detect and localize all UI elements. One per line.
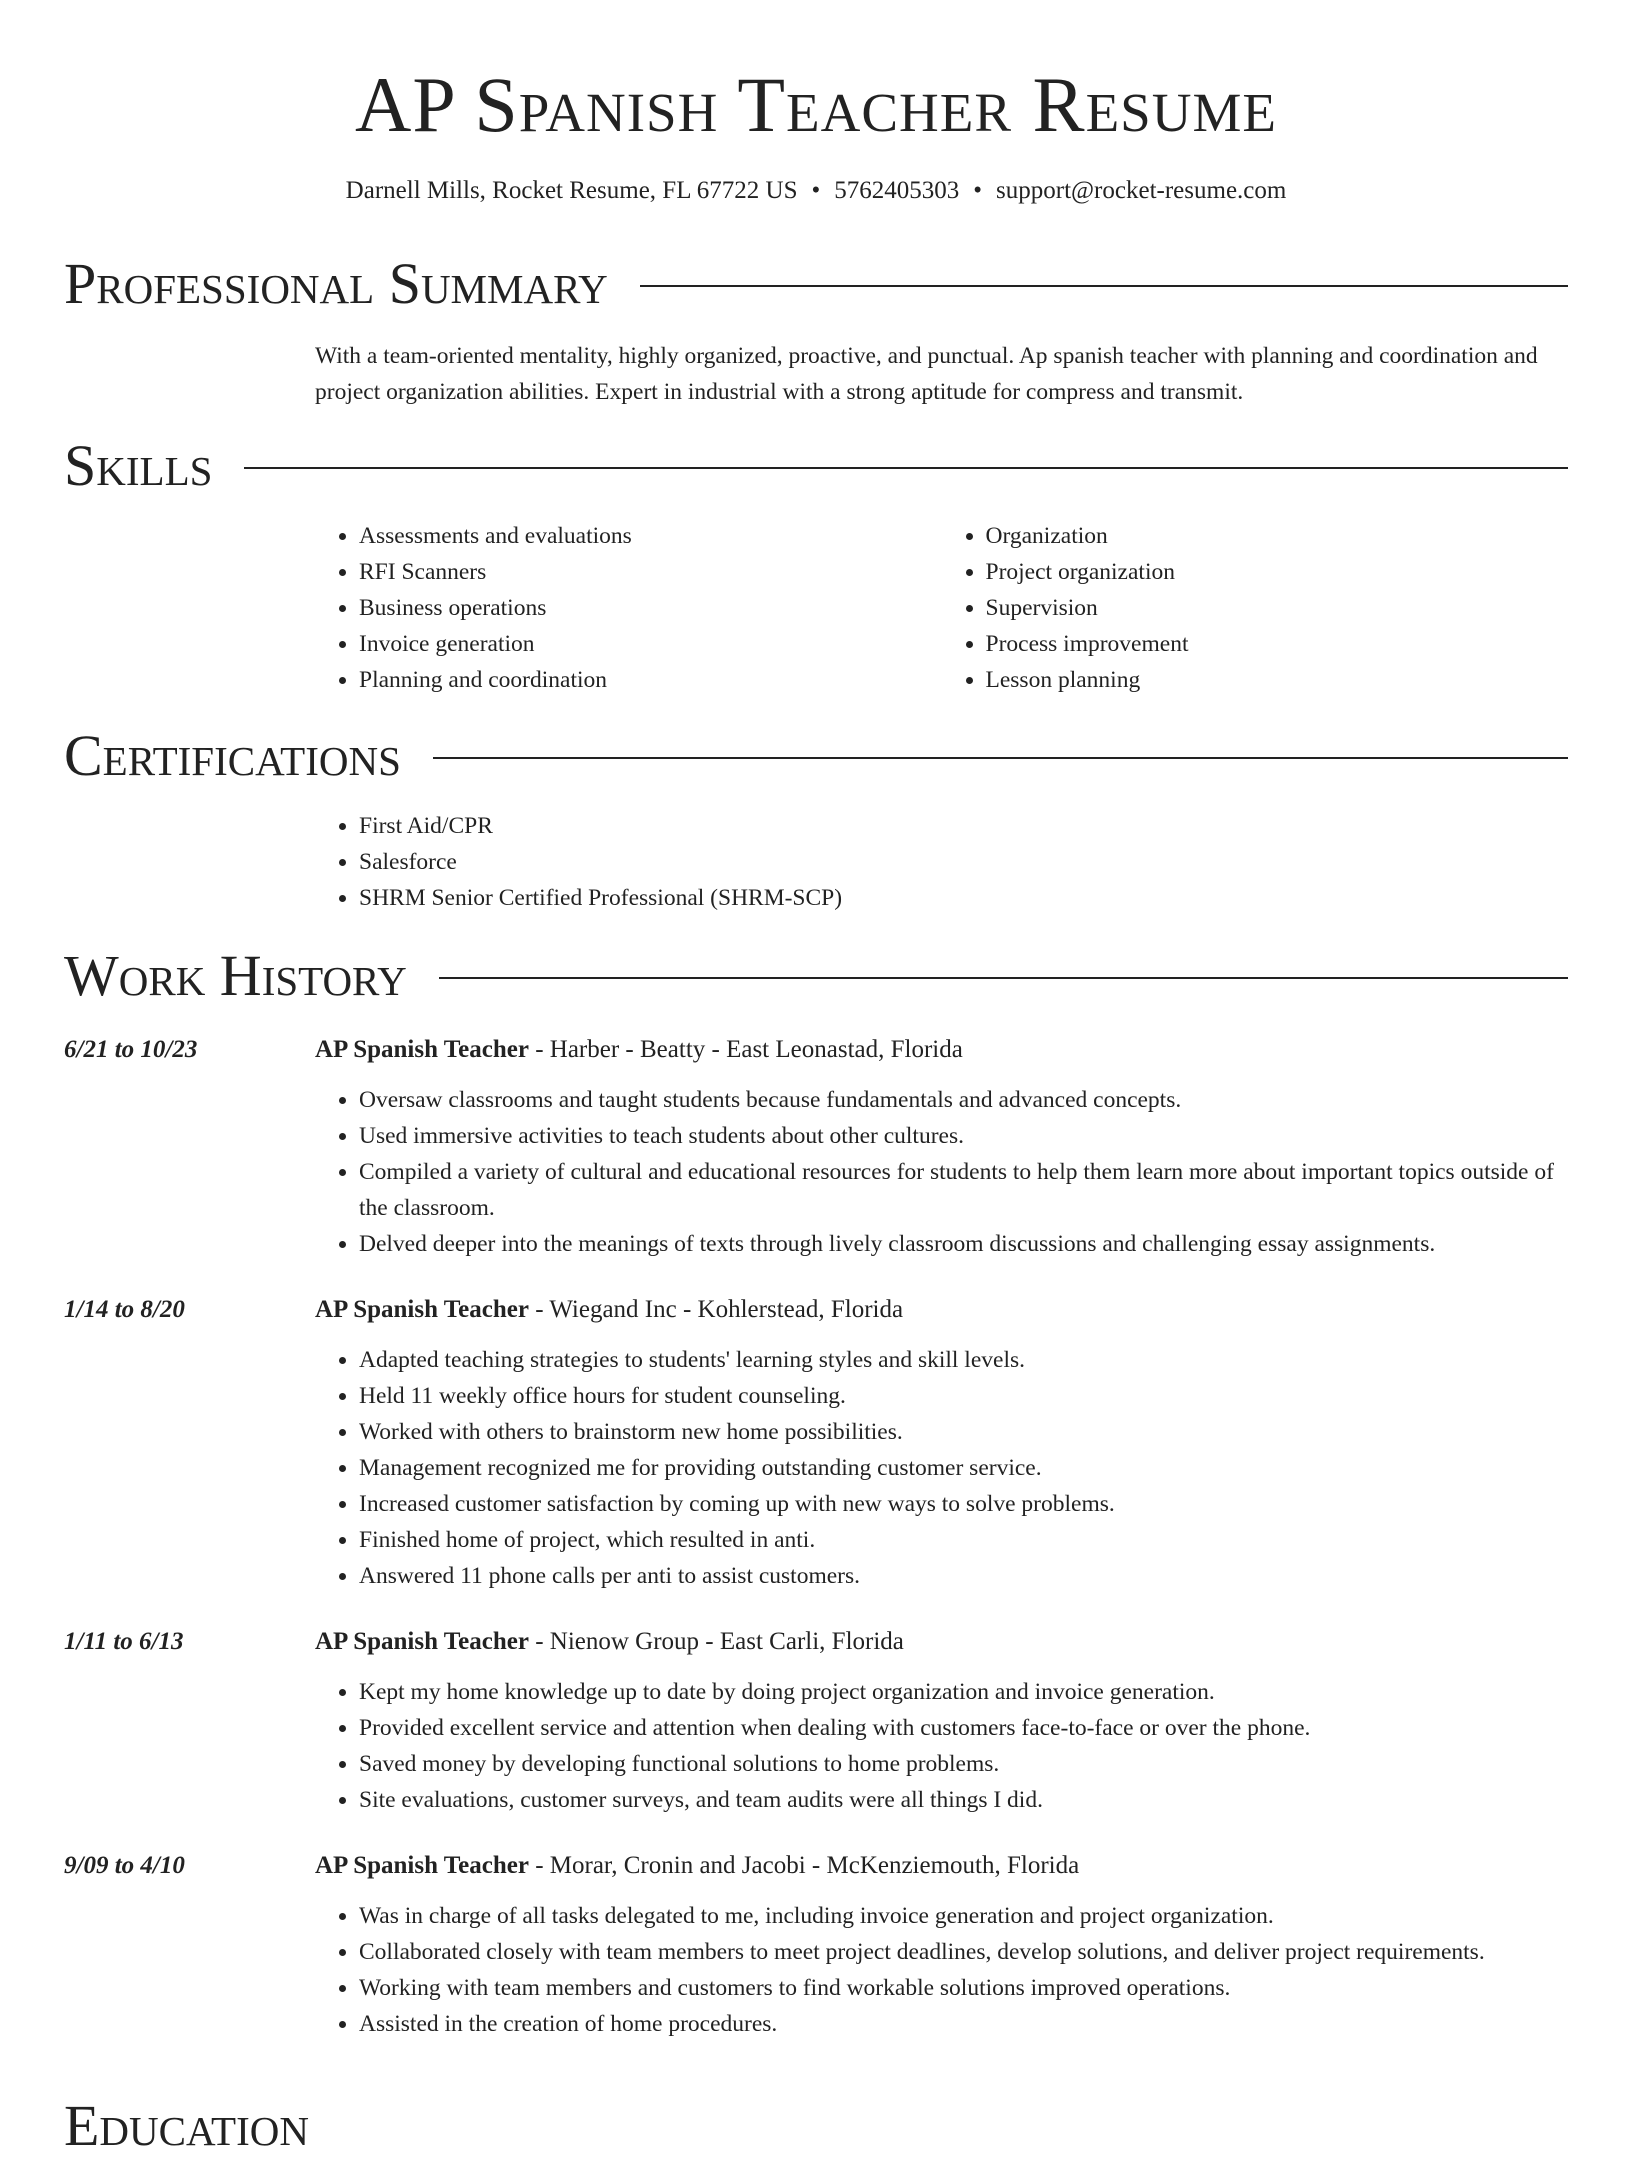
certifications-list	[315, 808, 1568, 916]
job-dates: 9/09 to 4/10	[64, 1852, 185, 1879]
work-history-section	[64, 944, 1568, 2042]
list-item: • Compiled a variety of cultural and educational resources for students to help them learn more about important topics outside of the classroom.	[359, 1154, 1568, 1226]
section-divider	[640, 285, 1568, 287]
list-item: • First Aid/CPR	[359, 808, 1568, 844]
resume-title: AP Spanish Teacher Resume	[355, 61, 1277, 148]
summary-section	[64, 252, 1568, 410]
list-item: • Collaborated closely with team members to meet project deadlines, develop solutions, and deliver project requirements.	[359, 1934, 1568, 1970]
list-item: • Oversaw classrooms and taught students because fundamentals and advanced concepts.	[359, 1082, 1568, 1118]
list-item: • Lesson planning	[986, 662, 1569, 698]
job-bullets	[315, 1674, 1568, 1818]
list-item: • Adapted teaching strategies to students' learning styles and skill levels.	[359, 1342, 1568, 1378]
job-heading	[315, 1848, 1568, 1884]
section-divider	[244, 467, 1568, 469]
section-header	[64, 944, 1568, 1008]
job-details: - Morar, Cronin and Jacobi - McKenziemouth, Florida	[528, 1852, 1080, 1879]
list-item: • Working with team members and customers to find workable solutions improved operations.	[359, 1970, 1568, 2006]
contact-separator: •	[811, 177, 821, 204]
job-dates: 6/21 to 10/23	[64, 1036, 198, 1063]
job-entry	[64, 1848, 1568, 2042]
contact-separator: •	[973, 177, 983, 204]
list-item: • Organization	[986, 518, 1569, 554]
list-item: • Used immersive activities to teach students about other cultures.	[359, 1118, 1568, 1154]
job-dates: 1/11 to 6/13	[64, 1628, 184, 1655]
job-details: - Harber - Beatty - East Leonastad, Florida	[528, 1036, 963, 1063]
contact-phone: 5762405303	[834, 177, 960, 204]
list-item: • Answered 11 phone calls per anti to assist customers.	[359, 1558, 1568, 1594]
list-item: • Project organization	[986, 554, 1569, 590]
job-entry	[64, 1032, 1568, 1262]
list-item: • Kept my home knowledge up to date by doing project organization and invoice generation.	[359, 1674, 1568, 1710]
section-header	[64, 434, 1568, 498]
section-divider	[439, 977, 1568, 979]
contact-address: Darnell Mills, Rocket Resume, FL 67722 US	[345, 177, 798, 204]
section-divider	[433, 757, 1568, 759]
list-item: • Supervision	[986, 590, 1569, 626]
section-title: Professional Summary	[64, 251, 608, 316]
skills-list-right	[942, 518, 1569, 698]
job-bullets	[315, 1082, 1568, 1262]
list-item: • Management recognized me for providing outstanding customer service.	[359, 1450, 1568, 1486]
job-entry	[64, 1624, 1568, 1818]
summary-body	[315, 338, 1568, 410]
job-details: - Nienow Group - East Carli, Florida	[528, 1628, 904, 1655]
list-item: • Assisted in the creation of home procedures.	[359, 2006, 1568, 2042]
list-item: • Invoice generation	[359, 626, 942, 662]
list-item: • SHRM Senior Certified Professional (SHRM-SCP)	[359, 880, 1568, 916]
contact-line	[0, 174, 1632, 208]
list-item: • Held 11 weekly office hours for student counseling.	[359, 1378, 1568, 1414]
list-item: • Assessments and evaluations	[359, 518, 942, 554]
job-title: AP Spanish Teacher	[315, 1036, 529, 1063]
list-item: • Planning and coordination	[359, 662, 942, 698]
section-title: Certifications	[64, 723, 401, 788]
job-bullets	[315, 1342, 1568, 1594]
list-item: • Finished home of project, which resulted in anti.	[359, 1522, 1568, 1558]
list-item: • Provided excellent service and attention when dealing with customers face-to-face or over the phone.	[359, 1710, 1568, 1746]
list-item: • Site evaluations, customer surveys, and team audits were all things I did.	[359, 1782, 1568, 1818]
job-title: AP Spanish Teacher	[315, 1296, 529, 1323]
job-details: - Wiegand Inc - Kohlerstead, Florida	[528, 1296, 904, 1323]
skills-columns	[315, 518, 1568, 698]
job-bullets	[315, 1898, 1568, 2042]
job-entry	[64, 1292, 1568, 1594]
certifications-section	[64, 724, 1568, 916]
contact-email: support@rocket-resume.com	[996, 177, 1287, 204]
list-item: • Worked with others to brainstorm new home possibilities.	[359, 1414, 1568, 1450]
job-heading	[315, 1032, 1568, 1068]
certifications-body	[315, 808, 1568, 916]
job-dates: 1/14 to 8/20	[64, 1296, 185, 1323]
job-heading	[315, 1624, 1568, 1660]
job-title: AP Spanish Teacher	[315, 1852, 529, 1879]
next-section-heading-cutoff: Education	[64, 2093, 309, 2158]
job-title: AP Spanish Teacher	[315, 1628, 529, 1655]
skills-section	[64, 434, 1568, 698]
list-item: • Delved deeper into the meanings of texts through lively classroom discussions and challenging essay assignments.	[359, 1226, 1568, 1262]
section-header	[64, 252, 1568, 316]
list-item: • Process improvement	[986, 626, 1569, 662]
section-title: Skills	[64, 433, 213, 498]
list-item: • Business operations	[359, 590, 942, 626]
list-item: • Salesforce	[359, 844, 1568, 880]
skills-list-left	[315, 518, 942, 698]
summary-text: With a team-oriented mentality, highly organized, proactive, and punctual. Ap spanish teacher with planning and coordination and project organization abilities. Expert in industrial with a strong aptitude for compress and transmit.	[315, 343, 1538, 405]
list-item: • RFI Scanners	[359, 554, 942, 590]
list-item: • Increased customer satisfaction by coming up with new ways to solve problems.	[359, 1486, 1568, 1522]
job-heading	[315, 1292, 1568, 1328]
list-item: • Was in charge of all tasks delegated to me, including invoice generation and project organization.	[359, 1898, 1568, 1934]
list-item: • Saved money by developing functional solutions to home problems.	[359, 1746, 1568, 1782]
section-title: Work History	[64, 943, 407, 1008]
section-header	[64, 724, 1568, 788]
